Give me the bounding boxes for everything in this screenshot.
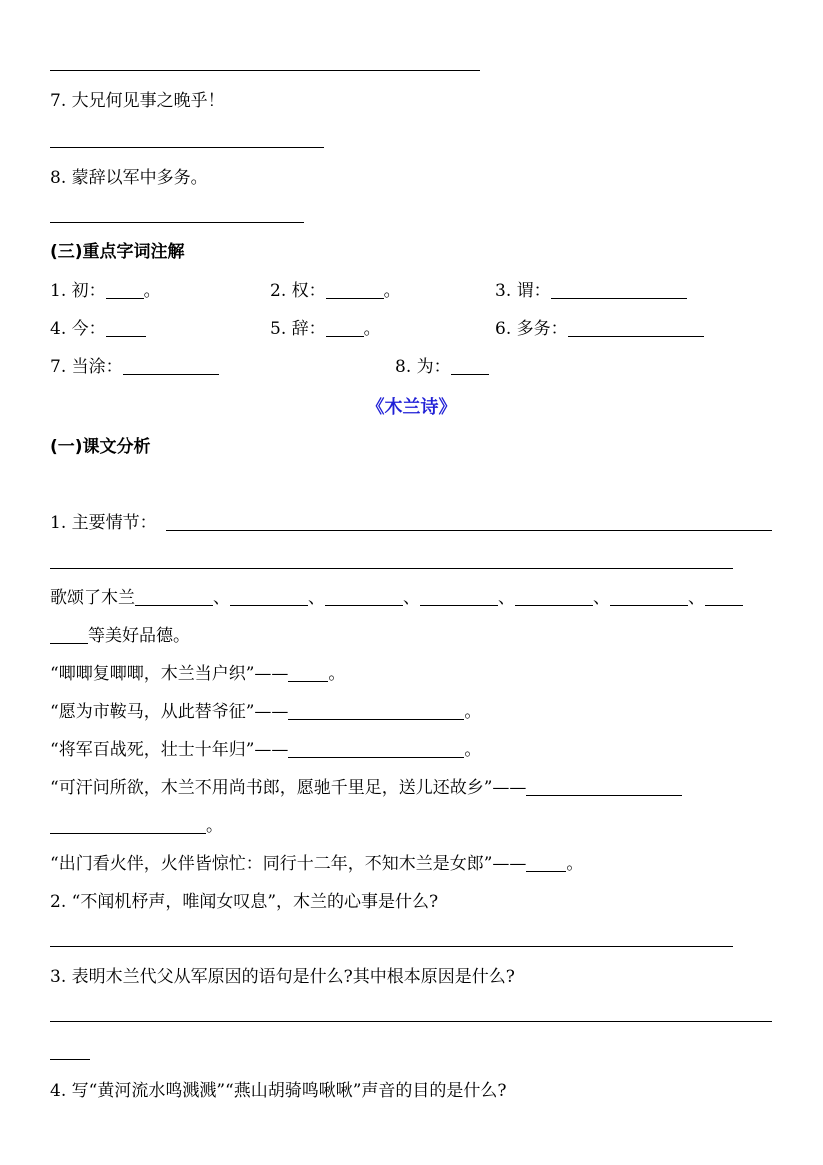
vocab-blank-5[interactable] <box>326 319 364 337</box>
vocab-item-5: 5. 辞： 。 <box>270 319 381 339</box>
virtue-blank[interactable] <box>230 588 308 606</box>
answer-line[interactable] <box>50 70 480 71</box>
vocab-blank-7[interactable] <box>123 357 219 375</box>
analysis-question-3: 3. 表明木兰代父从军原因的语句是什么?其中根本原因是什么? <box>50 967 515 987</box>
section-heading-analysis: (一)课文分析 <box>50 437 151 457</box>
quote-item: “出门看火伴，火伴皆惊忙：同行十二年，不知木兰是女郎”—— 。 <box>50 854 584 874</box>
analysis-question-2: 2. “不闻机杼声，唯闻女叹息”，木兰的心事是什么? <box>50 892 439 912</box>
vocab-item-4: 4. 今： <box>50 318 146 340</box>
quote-item: “可汗问所欲，木兰不用尚书郎，愿驰千里足，送儿还故乡”—— <box>50 777 682 799</box>
question-7: 7. 大兄何见事之晚乎！ <box>50 91 225 111</box>
quote-item: “唧唧复唧唧，木兰当户织”—— 。 <box>50 664 346 684</box>
virtue-blank[interactable] <box>610 588 688 606</box>
vocab-blank-1[interactable] <box>106 281 144 299</box>
quote-item-end: 。 <box>50 815 223 837</box>
analysis-question-1: 1. 主要情节： <box>50 513 157 533</box>
quote-blank[interactable] <box>50 816 206 834</box>
vocab-blank-2[interactable] <box>326 281 384 299</box>
vocab-blank-3[interactable] <box>551 281 687 299</box>
quote-item: “愿为市鞍马，从此替爷征”—— 。 <box>50 702 482 722</box>
virtue-blank[interactable] <box>325 588 403 606</box>
quote-blank[interactable] <box>288 664 328 682</box>
virtue-blank[interactable] <box>515 588 593 606</box>
poem-title: 《木兰诗》 <box>366 397 457 418</box>
vocab-item-2: 2. 权： 。 <box>270 281 401 301</box>
answer-line[interactable] <box>50 222 304 223</box>
answer-line[interactable] <box>50 946 733 947</box>
virtue-blank[interactable] <box>50 626 88 644</box>
quote-blank[interactable] <box>526 854 566 872</box>
vocab-item-7: 7. 当涂： <box>50 356 219 378</box>
quote-blank[interactable] <box>288 740 464 758</box>
vocab-item-6: 6. 多务： <box>495 318 704 340</box>
answer-line[interactable] <box>166 530 772 531</box>
answer-line[interactable] <box>50 1021 772 1022</box>
vocab-item-8: 8. 为： <box>395 356 489 378</box>
virtue-blank[interactable] <box>135 588 213 606</box>
answer-line[interactable] <box>50 568 733 569</box>
answer-line[interactable] <box>50 1059 90 1060</box>
section-heading-vocab: (三)重点字词注解 <box>50 242 185 262</box>
virtue-blank[interactable] <box>705 588 743 606</box>
vocab-blank-6[interactable] <box>568 319 704 337</box>
quote-blank[interactable] <box>526 778 682 796</box>
vocab-blank-8[interactable] <box>451 357 489 375</box>
virtue-blank[interactable] <box>420 588 498 606</box>
analysis-question-4: 4. 写“黄河流水鸣溅溅”“燕山胡骑鸣啾啾”声音的目的是什么? <box>50 1081 507 1101</box>
praise-sentence: 歌颂了木兰 、 、 、 、 、 、 <box>50 587 743 609</box>
quote-blank[interactable] <box>288 702 464 720</box>
vocab-item-1: 1. 初： 。 <box>50 281 161 301</box>
quote-item: “将军百战死，壮士十年归”—— 。 <box>50 740 482 760</box>
answer-line[interactable] <box>50 147 324 148</box>
praise-sentence-end: 等美好品德。 <box>50 625 190 647</box>
vocab-blank-4[interactable] <box>106 319 146 337</box>
vocab-item-3: 3. 谓： <box>495 280 687 302</box>
question-8: 8. 蒙辞以军中多务。 <box>50 168 208 188</box>
